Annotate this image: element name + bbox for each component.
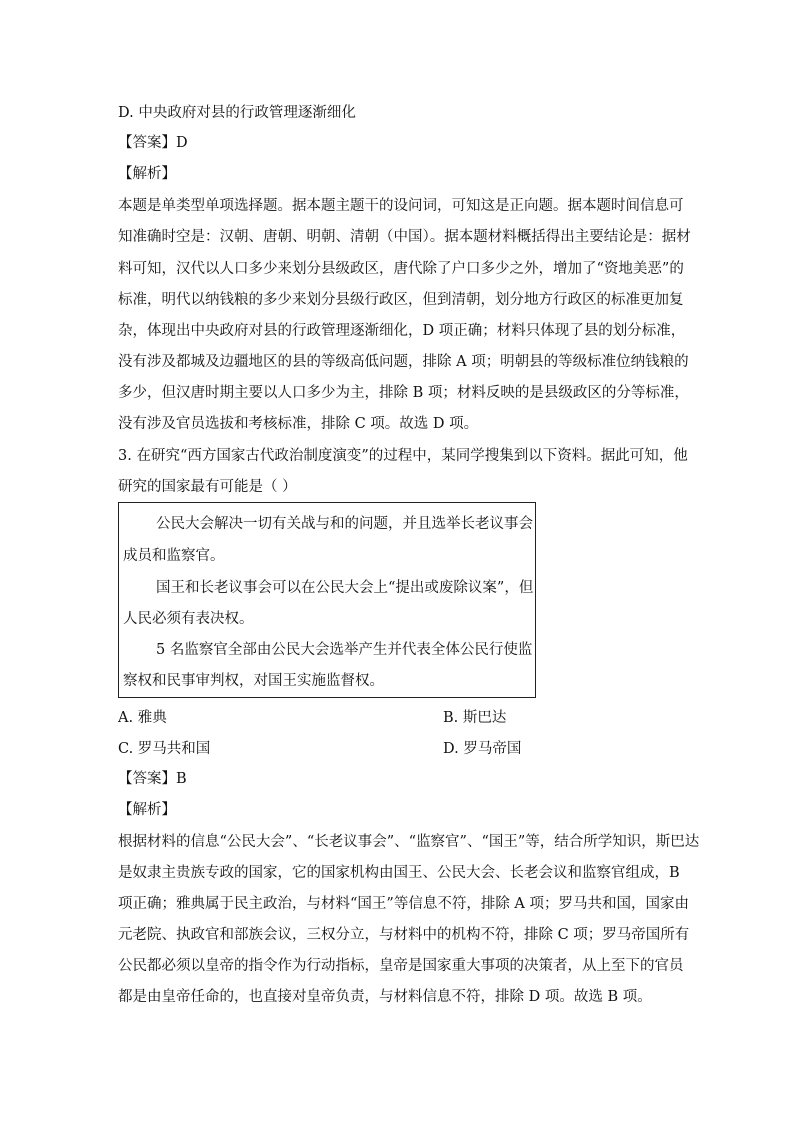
analysis-line: 没有涉及都城及边疆地区的县的等级高低问题，排除 A 项；明朝县的等级标准位纳钱粮的 xyxy=(118,354,689,370)
material-line: 公民大会解决一切有关战与和的问题，并且选举长老议事会 xyxy=(156,516,533,532)
analysis-line: 根据材料的信息“公民大会”、“长老议事会”、“监察官”、“国王”等，结合所学知识，斯巴达 xyxy=(118,834,700,850)
analysis-line: 本题是单类型单项选择题。据本题主题干的设问词，可知这是正向题。据本题时间信息可 xyxy=(118,198,684,214)
material-line: 5 名监察官全部由公民大会选举产生并代表全体公民行使监 xyxy=(156,642,533,658)
option-d-text: D. 中央政府对县的行政管理逐渐细化 xyxy=(118,105,356,121)
material-line: 成员和监察官。 xyxy=(123,548,225,564)
material-box xyxy=(118,502,536,698)
material-line: 人民必须有表决权。 xyxy=(123,611,254,627)
analysis-line: 知准确时空是：汉朝、唐朝、明朝、清朝（中国）。据本题材料概括得出主要结论是：据材 xyxy=(118,229,691,245)
answer-label: 【答案】D xyxy=(118,135,188,151)
analysis-line: 元老院、执政官和部族会议，三权分立，与材料中的机构不符，排除 C 项；罗马帝国所有 xyxy=(118,927,690,943)
option-a: A. 雅典 xyxy=(118,710,167,726)
analysis-line: 没有涉及官员选拔和考核标准，排除 C 项。故选 D 项。 xyxy=(118,416,479,432)
option-b: B. 斯巴达 xyxy=(443,710,507,726)
answer-label: 【答案】B xyxy=(118,771,187,787)
analysis-label: 【解析】 xyxy=(118,802,176,818)
analysis-line: 料可知，汉代以人口多少来划分县级政区，唐代除了户口多少之外，增加了“资地美恶”的 xyxy=(118,261,684,277)
analysis-line: 标准，明代以纳钱粮的多少来划分县级行政区，但到清朝，划分地方行政区的标准更加复 xyxy=(118,292,684,308)
question-stem: 研究的国家最有可能是（ ） xyxy=(118,479,297,495)
analysis-line: 都是由皇帝任命的，也直接对皇帝负责，与材料信息不符，排除 D 项。故选 B 项。 xyxy=(118,989,652,1005)
analysis-line: 多少，但汉唐时期主要以人口多少为主，排除 B 项；材料反映的是县级政区的分等标准， xyxy=(118,385,689,401)
analysis-line: 公民都必须以皇帝的指令作为行动指标，皇帝是国家重大事项的决策者，从上至下的官员 xyxy=(118,958,684,974)
material-line: 国王和长老议事会可以在公民大会上“提出或废除议案”，但 xyxy=(156,580,534,596)
analysis-line: 杂，体现出中央政府对县的行政管理逐渐细化，D 项正确；材料只体现了县的划分标准， xyxy=(118,323,686,339)
material-line: 察权和民事审判权，对国王实施监督权。 xyxy=(123,673,384,689)
analysis-line: 项正确；雅典属于民主政治，与材料“国王”等信息不符，排除 A 项；罗马共和国，国家由 xyxy=(118,896,690,912)
analysis-label: 【解析】 xyxy=(118,166,176,182)
analysis-line: 是奴隶主贵族专政的国家，它的国家机构由国王、公民大会、长老会议和监察官组成，B xyxy=(118,865,680,881)
option-d: D. 罗马帝国 xyxy=(443,741,522,757)
question-stem: 3. 在研究“西方国家古代政治制度演变”的过程中，某同学搜集到以下资料。据此可知，他 xyxy=(118,448,688,464)
option-c: C. 罗马共和国 xyxy=(118,741,211,757)
